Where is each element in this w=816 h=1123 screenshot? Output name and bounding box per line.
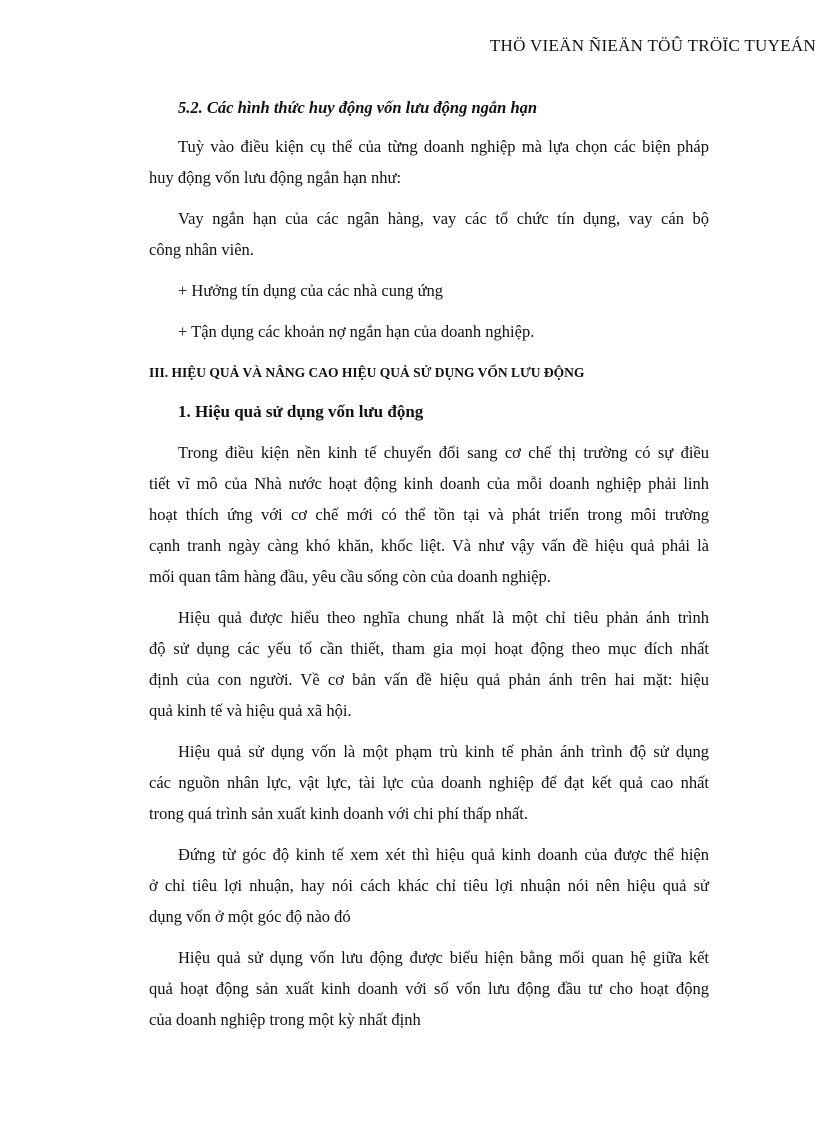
page-header-title: THÖ VIEÄN ÑIEÄN TÖÛ TRÖÏC TUYEÁN — [489, 36, 816, 55]
text-line: Đứng từ góc độ kinh tế xem xét thì hiệu quả kinh doanh của được thể hiện — [178, 845, 709, 864]
paragraph — [149, 839, 709, 932]
text-line: ở chỉ tiêu lợi nhuận, hay nói cách khác chỉ tiêu lợi nhuận nói nên hiệu quả sử — [149, 876, 709, 895]
text-line: công nhân viên. — [149, 240, 254, 259]
text-line: + Tận dụng các khoản nợ ngắn hạn của doanh nghiệp. — [178, 322, 535, 341]
text-line: quả hoạt động sản xuất kinh doanh với số vốn lưu động đầu tư cho hoạt động — [149, 979, 709, 998]
document-body — [149, 92, 709, 1045]
text-line: trong quá trình sản xuất kinh doanh với chi phí thấp nhất. — [149, 804, 528, 823]
text-line: huy động vốn lưu động ngắn hạn như: — [149, 168, 402, 187]
text-line: Vay ngắn hạn của các ngân hàng, vay các tổ chức tín dụng, vay cán bộ — [178, 209, 709, 228]
text-line: dụng vốn ở một góc độ nào đó — [149, 907, 351, 926]
paragraph — [149, 437, 709, 592]
section-heading-III: III. HIỆU QUẢ VÀ NÂNG CAO HIỆU QUẢ SỬ DỤNG VỐN LƯU ĐỘNG — [149, 365, 585, 380]
paragraph — [149, 942, 709, 1035]
text-line: tiết vĩ mô của Nhà nước hoạt động kinh doanh của mỗi doanh nghiệp phải linh — [149, 474, 709, 493]
section-heading-5-2: 5.2. Các hình thức huy động vốn lưu động ngắn hạn — [178, 98, 538, 117]
text-line: hoạt thích ứng với cơ chế mới có thể tồn tại và phát triển trong môi trường — [149, 505, 709, 524]
text-line: Hiệu quả sử dụng vốn là một phạm trù kinh tế phản ánh trình độ sử dụng — [178, 742, 709, 761]
paragraph — [149, 736, 709, 829]
text-line: Trong điều kiện nền kinh tế chuyển đổi sang cơ chế thị trường có sự điều — [178, 443, 709, 462]
text-line: Hiệu quả được hiểu theo nghĩa chung nhất là một chỉ tiêu phản ánh trình — [178, 608, 709, 627]
text-line: mối quan tâm hàng đầu, yêu cầu sống còn của doanh nghiệp. — [149, 567, 551, 586]
text-line: Hiệu quả sử dụng vốn lưu động được biểu hiện bằng mối quan hệ giữa kết — [178, 948, 709, 967]
subsection-heading-1: 1. Hiệu quả sử dụng vốn lưu động — [178, 402, 424, 421]
text-line: các nguồn nhân lực, vật lực, tài lực của doanh nghiệp để đạt kết quả cao nhất — [149, 773, 709, 792]
paragraph — [149, 203, 709, 265]
paragraph — [149, 131, 709, 193]
text-line: định của con người. Về cơ bản vấn đề hiệu quả phản ánh trên hai mặt: hiệu — [149, 670, 709, 689]
paragraph — [149, 602, 709, 726]
text-line: cạnh tranh ngày càng khó khăn, khốc liệt. Và như vậy vấn đề hiệu quả phải là — [149, 536, 709, 555]
text-line: + Hưởng tín dụng của các nhà cung ứng — [178, 281, 444, 300]
bullet-item — [149, 275, 709, 306]
text-line: quả kinh tế và hiệu quả xã hội. — [149, 701, 352, 720]
text-line: Tuỳ vào điều kiện cụ thể của từng doanh nghiệp mà lựa chọn các biện pháp — [178, 137, 709, 156]
text-line: của doanh nghiệp trong một kỳ nhất định — [149, 1010, 421, 1029]
text-line: độ sử dụng các yếu tố cần thiết, tham gia mọi hoạt động theo mục đích nhất — [149, 639, 709, 658]
bullet-item — [149, 316, 709, 347]
